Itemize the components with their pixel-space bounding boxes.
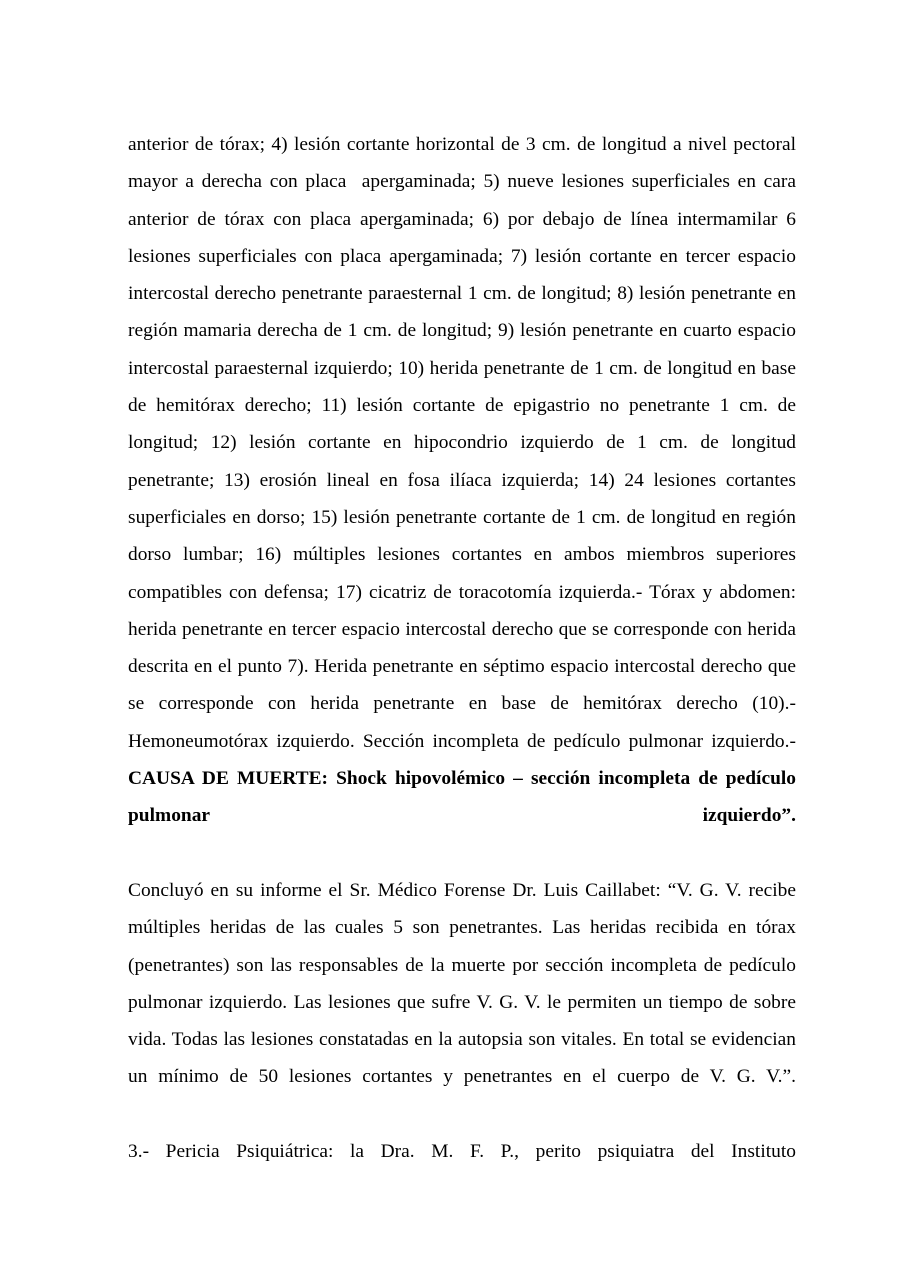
document-text-body	[128, 126, 801, 1208]
paragraph-run-normal: Concluyó en su informe el Sr. Médico Forense Dr. Luis Caillabet: “V. G. V. recibe múltiples heridas de las cuales 5 son penetrantes. Las heridas recibida en tórax (penetrantes) son las responsables de la muerte por sección incompleta de pedículo pulmonar izquierdo. Las lesiones que sufre V. G. V. le permiten un tiempo de sobre vida. Todas las lesiones constatadas en la autopsia son vitales. En total se evidencian un mínimo de 50 lesiones cortantes y penetrantes en el cuerpo de V. G. V.”.	[128, 879, 801, 1088]
paragraph-forensic-doctor-conclusion	[128, 872, 801, 1133]
paragraph-autopsy-lesion-list	[128, 126, 801, 872]
paragraph-run-normal: anterior de tórax; 4) lesión cortante horizontal de 3 cm. de longitud a nivel pectoral mayor a derecha con placa apergaminada; 5) nueve lesiones superficiales en cara anterior de tórax con placa apergaminada; 6) por debajo de línea intermamilar 6 lesiones superficiales con placa apergaminada; 7) lesión cortante en tercer espacio intercostal derecho penetrante paraesternal 1 cm. de longitud; 8) lesión penetrante en región mamaria derecha de 1 cm. de longitud; 9) lesión penetrante en cuarto espacio intercostal paraesternal izquierdo; 10) herida penetrante de 1 cm. de longitud en base de hemitórax derecho; 11) lesión cortante de epigastrio no penetrante 1 cm. de longitud; 12) lesión cortante en hipocondrio izquierdo de 1 cm. de longitud penetrante; 13) erosión lineal en fosa ilíaca izquierda; 14) 24 lesiones cortantes superficiales en dorso; 15) lesión penetrante cortante de 1 cm. de longitud en región dorso lumbar; 16) múltiples lesiones cortantes en ambos miembros superiores compatibles con defensa; 17) cicatriz de toracotomía izquierda.- Tórax y abdomen: herida penetrante en tercer espacio intercostal derecho que se corresponde con herida descrita en el punto 7). Herida penetrante en séptimo espacio intercostal derecho que se corresponde con herida penetrante en base de hemitórax derecho (10).- Hemoneumotórax izquierdo. Sección incompleta de pedículo pulmonar izquierdo.-	[128, 134, 801, 752]
paragraph-psychiatric-expert-section	[128, 1133, 796, 1208]
paragraph-run-bold-cause-of-death: CAUSA DE MUERTE: Shock hipovolémico – sección incompleta de pedículo pulmonar izquierdo”.	[128, 768, 801, 827]
paragraph-run-normal: 3.- Pericia Psiquiátrica: la Dra. M. F. P., perito psiquiatra del Instituto	[128, 1141, 796, 1163]
